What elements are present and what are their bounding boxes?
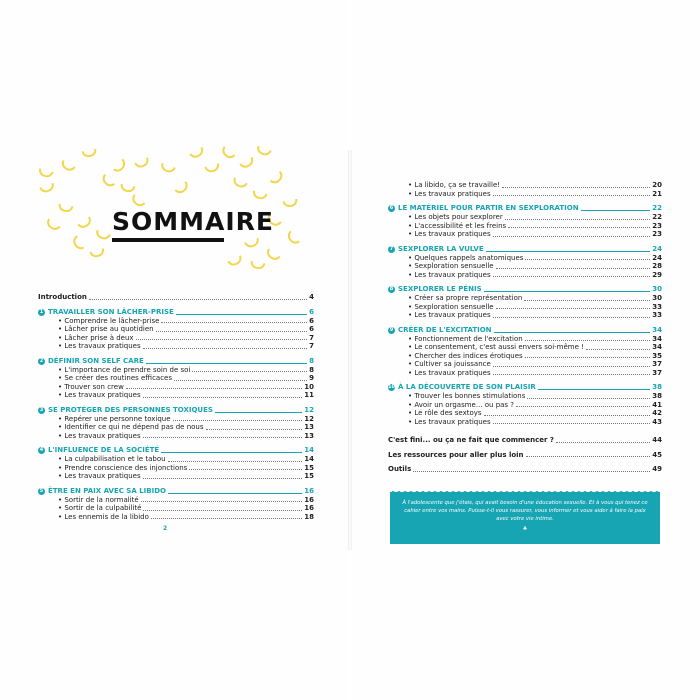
leader-dots [496, 308, 651, 309]
crescent-shape [227, 255, 244, 268]
entry-page: 38 [652, 392, 662, 400]
toc-right [388, 181, 662, 474]
entry-label: • Sexploration sensuelle [408, 303, 494, 312]
right-chapters [388, 204, 662, 426]
crescent-shape [82, 149, 98, 158]
entry-label: • Les travaux pratiques [58, 432, 141, 441]
entry-label: • Le consentement, c'est aussi envers soi-même ! [408, 343, 584, 352]
chapter-number-icon: 4 [39, 447, 44, 453]
crescent-shape [113, 159, 128, 175]
toc-subitem[interactable] [388, 222, 662, 231]
dedication-text [390, 492, 660, 533]
dedication-box [390, 492, 660, 544]
chapter-title: SE PROTÉGER DES PERSONNES TOXIQUES [48, 405, 213, 414]
crescent-shape [71, 235, 85, 251]
crescent-shape [204, 163, 220, 174]
chapter-heading[interactable] [38, 406, 314, 415]
crescent-shape [77, 216, 93, 230]
toc-chapter [388, 204, 662, 239]
chapter-title: TRAVAILLER SON LÂCHER-PRISE [48, 307, 174, 316]
toc-subitem[interactable] [388, 190, 662, 199]
toc-subitem[interactable] [388, 409, 662, 418]
toc-subitem[interactable] [38, 432, 314, 441]
continued-items [388, 181, 662, 198]
entry-page: 11 [304, 391, 314, 399]
crescent-shape [270, 171, 286, 187]
chapter-title: L'INFLUENCE DE LA SOCIÉTÉ [48, 446, 160, 454]
crescent-shape [250, 261, 266, 270]
leader-dots [502, 187, 650, 188]
crescent-shape [264, 248, 280, 262]
crescent-shape [58, 204, 74, 213]
leader-dots [516, 406, 650, 407]
toc-subitem[interactable] [388, 392, 662, 401]
toc-subitem[interactable] [388, 230, 662, 239]
chapter-number-icon: 6 [389, 205, 394, 211]
leader-dots [493, 423, 651, 424]
chapter-heading[interactable] [38, 446, 314, 455]
chapter-heading[interactable] [388, 326, 662, 335]
toc-subitem[interactable] [38, 496, 314, 505]
chapter-rule [168, 489, 302, 494]
toc-subitem[interactable] [38, 366, 314, 375]
entry-label: • Les travaux pratiques [58, 472, 141, 481]
leader-dots [89, 299, 307, 300]
entry-label: • Fonctionnement de l'excitation [408, 335, 523, 344]
toc-subitem[interactable] [388, 294, 662, 303]
entry-label: • Le rôle des sextoys [408, 409, 482, 418]
toc-subitem[interactable] [388, 418, 662, 427]
toc-subitem[interactable] [38, 383, 314, 392]
leader-dots [493, 195, 651, 196]
entry-page: 9 [309, 374, 314, 382]
toc-subitem[interactable] [38, 415, 314, 424]
toc-subitem[interactable] [38, 513, 314, 522]
entry-label: • Lâcher prise au quotidien [58, 325, 154, 334]
leader-dots [156, 331, 308, 332]
toc-chapter [38, 308, 314, 351]
entry-label: • Se créer des routines efficaces [58, 374, 172, 383]
leader-dots [524, 300, 650, 301]
toc-end-section[interactable] [388, 465, 662, 474]
toc-chapter [38, 446, 314, 481]
entry-page: 14 [304, 455, 314, 463]
leader-dots [168, 461, 303, 462]
chapter-heading[interactable] [388, 383, 662, 392]
entry-page: 23 [652, 221, 662, 230]
crescent-shape [220, 146, 236, 161]
entry-label: • Chercher des indices érotiques [408, 352, 523, 361]
entry-label: • Les ennemis de la libido [58, 513, 149, 522]
chapter-page: 34 [652, 325, 662, 334]
toc-subitem[interactable] [388, 303, 662, 312]
toc-subitem[interactable] [388, 213, 662, 222]
entry-label: • Repérer une personne toxique [58, 415, 171, 424]
leader-dots [136, 339, 308, 340]
entry-page: 33 [652, 302, 662, 311]
entry-label: • Quelques rappels anatomiques [408, 254, 523, 263]
toc-subitem[interactable] [388, 343, 662, 352]
entry-page: 30 [652, 294, 662, 302]
toc-subitem[interactable] [38, 334, 314, 343]
chapter-page: 16 [304, 486, 314, 495]
entry-label: Outils [388, 465, 412, 473]
crescent-shape [134, 157, 151, 170]
chapter-rule [161, 448, 302, 453]
entry-label: • Sexploration sensuelle [408, 262, 494, 271]
leader-dots [493, 374, 651, 375]
left-chapters [38, 308, 314, 522]
entry-page: 49 [652, 465, 662, 473]
entry-label: • Créer sa propre représentation [408, 294, 522, 303]
leader-dots [189, 469, 302, 470]
chapter-rule [484, 287, 651, 292]
leader-dots [192, 371, 307, 372]
toc-subitem[interactable] [38, 472, 314, 481]
entry-label: • L'accessibilité et les freins [408, 222, 506, 231]
entry-label: • Identifier ce qui ne dépend pas de nous [58, 423, 204, 432]
leader-dots [525, 259, 650, 260]
leader-dots [496, 268, 651, 269]
chapter-page: 12 [304, 405, 314, 414]
chapter-rule [176, 310, 307, 315]
leader-dots [206, 429, 303, 430]
entry-label: • Les travaux pratiques [408, 369, 491, 378]
toc-subitem[interactable] [38, 464, 314, 473]
chapter-heading[interactable] [388, 204, 662, 213]
leader-dots [174, 380, 307, 381]
toc-subitem[interactable] [38, 423, 314, 432]
entry-page: 23 [652, 230, 662, 238]
chapter-heading[interactable] [388, 285, 662, 294]
title-underline [112, 238, 224, 242]
entry-page: 41 [652, 400, 662, 409]
toc-subitem[interactable] [38, 455, 314, 464]
chapter-number-icon: 9 [389, 326, 394, 333]
chapter-rule [486, 247, 651, 252]
leader-dots [484, 415, 651, 416]
leader-dots [525, 357, 651, 358]
entry-label: • Comprendre le lâcher-prise [58, 317, 159, 326]
leader-dots [493, 317, 651, 318]
toc-chapter [388, 245, 662, 280]
chapter-title: À LA DÉCOUVERTE DE SON PLAISIR [398, 383, 536, 391]
crescent-shape [100, 174, 116, 190]
clover-icon: ♣ [522, 526, 528, 532]
entry-label: • Les travaux pratiques [58, 342, 141, 351]
entry-page: 28 [652, 262, 662, 270]
chapter-rule [538, 385, 650, 390]
entry-label: • Les travaux pratiques [408, 190, 491, 199]
entry-page: 7 [309, 342, 314, 350]
leader-dots [586, 349, 650, 350]
entry-page: 7 [309, 333, 314, 342]
chapter-page: 22 [652, 204, 662, 212]
chapter-rule [581, 206, 651, 211]
leader-dots [493, 366, 650, 367]
entry-page: 8 [309, 365, 314, 374]
chapter-number-icon: 3 [39, 406, 44, 413]
toc-subitem[interactable] [388, 360, 662, 369]
chapter-page: 38 [652, 383, 662, 391]
entry-page: 16 [304, 504, 314, 512]
entry-label: • Les travaux pratiques [408, 311, 491, 320]
chapter-title: ÊTRE EN PAIX AVEC SA LIBIDO [48, 486, 166, 495]
toc-subitem[interactable] [388, 311, 662, 320]
toc-end-section[interactable] [388, 451, 662, 460]
crescent-shape [175, 181, 191, 196]
toc-subitem[interactable] [388, 271, 662, 280]
chapter-page: 8 [309, 356, 314, 365]
toc-subitem[interactable] [38, 325, 314, 334]
toc-left [38, 293, 314, 521]
entry-label: Les ressources pour aller plus loin [388, 450, 524, 459]
leader-dots [413, 471, 650, 472]
chapter-page: 6 [309, 307, 314, 316]
toc-subitem[interactable] [388, 401, 662, 410]
entry-page: 22 [652, 213, 662, 221]
chapter-title: DÉFINIR SON SELF CARE [48, 356, 144, 365]
chapter-heading[interactable] [38, 357, 314, 366]
entry-page: 43 [652, 417, 662, 426]
leader-dots [493, 276, 651, 277]
entry-label: • Trouver son crew [58, 383, 124, 392]
chapter-rule [494, 328, 651, 333]
entry-label: • Les travaux pratiques [408, 230, 491, 239]
entry-page: 13 [304, 423, 314, 431]
crescent-shape [159, 163, 175, 175]
toc-subitem[interactable] [388, 254, 662, 263]
entry-page: 29 [652, 270, 662, 279]
entry-label: • La libido, ça se travaille! [408, 181, 500, 190]
toc-subitem[interactable] [388, 262, 662, 271]
leader-dots [126, 388, 302, 389]
title-block [112, 207, 274, 242]
crescent-shape [251, 190, 267, 201]
page-number: 2 [163, 525, 168, 532]
leader-dots [505, 219, 651, 220]
entry-label: • Les travaux pratiques [408, 271, 491, 280]
leader-dots [141, 501, 303, 502]
entry-page: 34 [652, 334, 662, 343]
crescent-shape [39, 183, 55, 195]
entry-label: • Les travaux pratiques [408, 418, 491, 427]
chapter-title: LE MATÉRIEL POUR PARTIR EN SEXPLORATION [398, 204, 579, 212]
crescent-shape [120, 184, 136, 193]
entry-page: 20 [652, 181, 662, 189]
leader-dots [556, 442, 650, 443]
chapter-number-icon: 1 [39, 308, 44, 315]
entry-page: 4 [309, 293, 314, 301]
entry-label: • L'importance de prendre soin de soi [58, 366, 190, 375]
crescent-shape [285, 231, 300, 247]
entry-page: 33 [652, 311, 662, 319]
entry-label: • Lâcher prise à deux [58, 334, 134, 343]
chapter-heading[interactable] [388, 245, 662, 254]
page-title: SOMMAIRE [112, 207, 274, 236]
toc-chapter [388, 285, 662, 320]
entry-page: 35 [652, 351, 662, 360]
crescent-shape [89, 248, 105, 259]
toc-chapter [388, 326, 662, 378]
toc-chapter [38, 487, 314, 522]
entry-page: 16 [304, 495, 314, 504]
entry-page: 18 [304, 512, 314, 521]
toc-subitem[interactable] [388, 369, 662, 378]
crescent-shape [37, 168, 53, 179]
toc-chapter [38, 357, 314, 400]
chapter-title: SEXPLORER LA VULVE [398, 244, 484, 253]
entry-page: 13 [304, 431, 314, 440]
toc-subitem[interactable] [38, 504, 314, 513]
leader-dots [525, 340, 651, 341]
entry-page: 21 [652, 189, 662, 198]
crescent-shape [94, 230, 110, 242]
crescent-shape [283, 199, 299, 208]
entry-label: • Sortir de la culpabilité [58, 504, 141, 513]
leader-dots [526, 456, 651, 457]
entry-label: • Trouver les bonnes stimulations [408, 392, 525, 401]
chapter-title: SEXPLORER LE PÉNIS [398, 285, 482, 293]
leader-dots [151, 518, 302, 519]
chapter-rule [215, 408, 302, 413]
entry-page: 44 [652, 436, 662, 444]
chapter-page: 24 [652, 244, 662, 253]
leader-dots [143, 397, 303, 398]
leader-dots [161, 322, 307, 323]
chapter-number-icon: 5 [39, 487, 44, 494]
entry-label: • Avoir un orgasme... ou pas ? [408, 401, 514, 410]
toc-end-section[interactable] [388, 436, 662, 445]
toc-chapter [38, 406, 314, 441]
leader-dots [173, 420, 303, 421]
entry-label: • Sortir de la normalité [58, 496, 139, 505]
crescent-shape [255, 146, 271, 158]
leader-dots [143, 348, 308, 349]
toc-intro[interactable] [38, 293, 314, 302]
entry-page: 34 [652, 343, 662, 351]
toc-chapter [388, 383, 662, 426]
entry-page: 24 [652, 253, 662, 262]
toc-subitem[interactable] [38, 391, 314, 400]
entry-page: 15 [304, 463, 314, 472]
toc-subitem[interactable] [388, 352, 662, 361]
chapter-number-icon: 10 [388, 384, 395, 390]
crescent-shape [189, 147, 205, 161]
entry-page: 37 [652, 368, 662, 377]
entry-page: 15 [304, 472, 314, 480]
chapter-page: 14 [304, 446, 314, 454]
chapter-number-icon: 8 [389, 286, 394, 292]
crescent-shape [59, 160, 75, 174]
chapter-title: CRÉER DE L'EXCITATION [398, 325, 492, 334]
entry-page: 6 [309, 325, 314, 333]
left-page [0, 0, 348, 700]
crescent-shape [231, 177, 248, 190]
crescent-shape [44, 218, 60, 232]
entry-page: 37 [652, 360, 662, 368]
chapter-heading[interactable] [38, 487, 314, 496]
chapter-number-icon: 7 [389, 245, 394, 252]
entry-page: 42 [652, 409, 662, 417]
leader-dots [508, 227, 650, 228]
entry-page: 10 [304, 382, 314, 391]
toc-subitem[interactable] [388, 335, 662, 344]
entry-label: • Cultiver sa jouissance [408, 360, 491, 369]
leader-dots [143, 437, 303, 438]
wave-edge [390, 488, 660, 494]
toc-subitem[interactable] [38, 317, 314, 326]
toc-subitem[interactable] [38, 374, 314, 383]
chapter-heading[interactable] [38, 308, 314, 317]
leader-dots [143, 478, 303, 479]
entry-page: 12 [304, 414, 314, 423]
entry-label: • Les objets pour sexplorer [408, 213, 503, 222]
chapter-rule [146, 359, 307, 364]
toc-subitem[interactable] [388, 181, 662, 190]
chapter-number-icon: 2 [39, 357, 44, 364]
entry-label: C'est fini... ou ça ne fait que commencer ? [388, 436, 554, 444]
leader-dots [143, 510, 302, 511]
entry-label: Introduction [38, 293, 87, 301]
leader-dots [493, 236, 651, 237]
leader-dots [527, 398, 650, 399]
entry-page: 45 [652, 450, 662, 459]
entry-page: 6 [309, 316, 314, 325]
entry-label: • Prendre conscience des injonctions [58, 464, 187, 473]
entry-label: • La culpabilisation et le tabou [58, 455, 166, 464]
end-sections [388, 436, 662, 474]
dedication-content: À l'adolescente que j'étais, qui avait besoin d'une éducation sexuelle. Et à vous qui tenez ce cahier entre vos mains. Puisse-t-il vous rassurer, vous informer et vous aider à faire la paix avec votre vie intime. [402, 500, 648, 522]
chapter-page: 30 [652, 285, 662, 293]
crescent-shape [239, 157, 255, 171]
toc-subitem[interactable] [38, 342, 314, 351]
entry-label: • Les travaux pratiques [58, 391, 141, 400]
